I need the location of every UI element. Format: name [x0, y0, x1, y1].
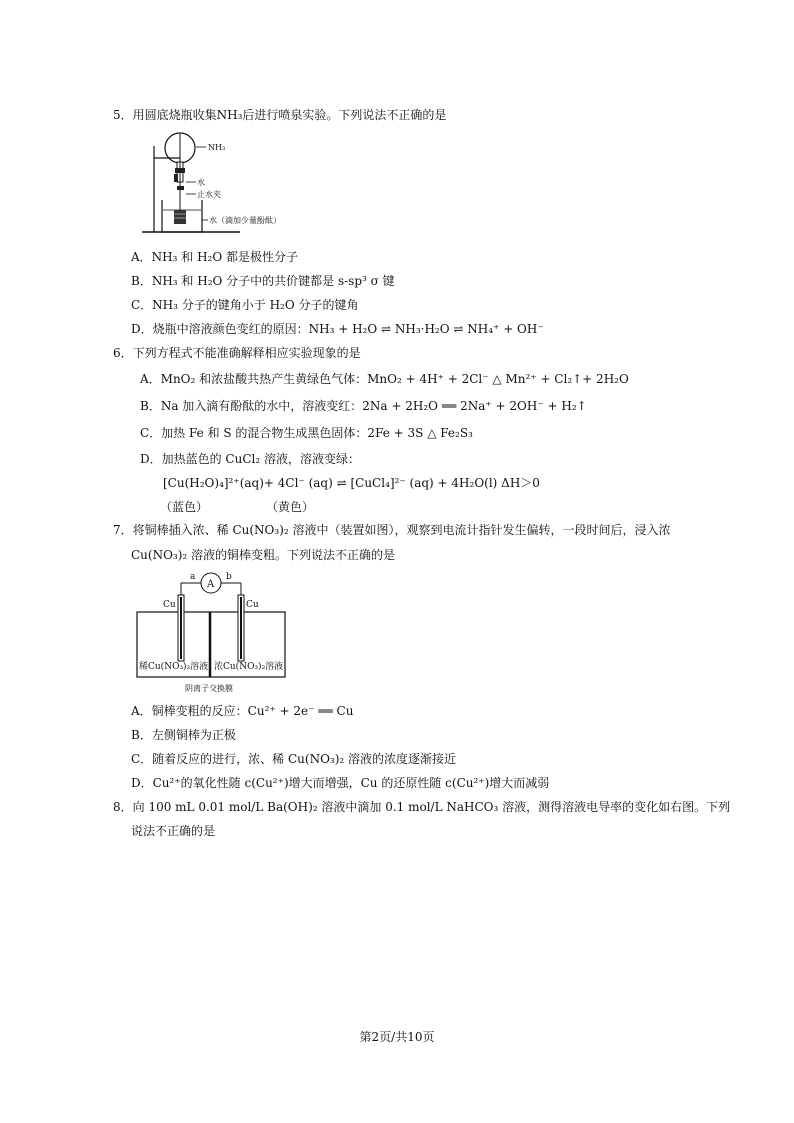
- q7-option-d: D．Cu²⁺的氧化性随 c(Cu²⁺)增大而增强，Cu 的还原性随 c(Cu²⁺)增大而减弱: [131, 776, 550, 790]
- label-cu-left: Cu: [163, 600, 176, 610]
- q5-option-c: C．NH₃ 分子的键角小于 H₂O 分子的键角: [131, 298, 359, 312]
- label-nh3: NH₃: [208, 143, 226, 152]
- label-a: a: [190, 572, 196, 582]
- electrochemical-cell-figure: [135, 567, 295, 695]
- q6-color-yellow: （黄色）: [266, 500, 315, 514]
- q5-option-a: A．NH₃ 和 H₂O 都是极性分子: [131, 250, 298, 264]
- q6-color-blue: （蓝色）: [160, 500, 209, 514]
- label-water: 水: [197, 178, 205, 187]
- q5-option-b: B．NH₃ 和 H₂O 分子中的共价键都是 s-sp³ σ 键: [131, 274, 395, 288]
- q7-option-b: B．左侧铜棒为正极: [131, 728, 236, 742]
- q7-option-a: A．铜棒变粗的反应：Cu²⁺ + 2e⁻ ══ Cu: [131, 704, 354, 718]
- page-footer: 第2页/共10页: [359, 1030, 435, 1044]
- q6-option-d: D．加热蓝色的 CuCl₂ 溶液，溶液变绿：: [140, 452, 360, 466]
- label-cu-right: Cu: [246, 600, 259, 610]
- q6-option-c: C．加热 Fe 和 S 的混合物生成黑色固体：2Fe + 3S △ Fe₂S₃: [140, 426, 473, 440]
- q6-stem: 6．下列方程式不能准确解释相应实验现象的是: [113, 346, 361, 360]
- q5-stem: 5．用圆底烧瓶收集NH₃后进行喷泉实验。下列说法不正确的是: [113, 108, 447, 122]
- q7-option-c: C．随着反应的进行，浓、稀 Cu(NO₃)₂ 溶液的浓度逐渐接近: [131, 752, 457, 766]
- q6-option-a: A．MnO₂ 和浓盐酸共热产生黄绿色气体：MnO₂ + 4H⁺ + 2Cl⁻ △ Mn²⁺ + Cl₂↑+ 2H₂O: [140, 372, 629, 386]
- q8-stem-line1: 8．向 100 mL 0.01 mol/L Ba(OH)₂ 溶液中滴加 0.1 mol/L NaHCO₃ 溶液，测得溶液电导率的变化如右图。下列: [113, 800, 731, 814]
- label-b: b: [226, 572, 232, 582]
- ammeter-symbol: A: [207, 579, 215, 590]
- label-membrane: 阴离子交换膜: [185, 684, 233, 693]
- q8-stem-line2: 说法不正确的是: [131, 824, 216, 838]
- q6-option-b: B．Na 加入滴有酚酞的水中，溶液变红：2Na + 2H₂O ══ 2Na⁺ + 2OH⁻ + H₂↑: [140, 399, 587, 413]
- label-dilute-solution: 稀Cu(NO₃)₂溶液: [139, 662, 209, 672]
- label-conc-solution: 浓Cu(NO₃)₂溶液: [214, 662, 284, 672]
- label-clamp: 止水夹: [197, 190, 221, 199]
- q6-equation-d: [Cu(H₂O)₄]²⁺(aq)+ 4Cl⁻ (aq) ⇌ [CuCl₄]²⁻ (aq) + 4H₂O(l) ΔH＞0: [163, 476, 540, 490]
- label-beaker-water: 水（滴加少量酚酞）: [209, 216, 281, 225]
- fountain-apparatus-figure: [140, 128, 300, 240]
- q7-stem-line1: 7．将铜棒插入浓、稀 Cu(NO₃)₂ 溶液中（装置如图），观察到电流计指针发生偏转，一段时间后，浸入浓: [113, 523, 671, 537]
- q7-stem-line2: Cu(NO₃)₂ 溶液的铜棒变粗。下列说法不正确的是: [131, 548, 396, 562]
- q5-option-d: D．烧瓶中溶液颜色变红的原因：NH₃ + H₂O ⇌ NH₃·H₂O ⇌ NH₄⁺ + OH⁻: [131, 322, 544, 336]
